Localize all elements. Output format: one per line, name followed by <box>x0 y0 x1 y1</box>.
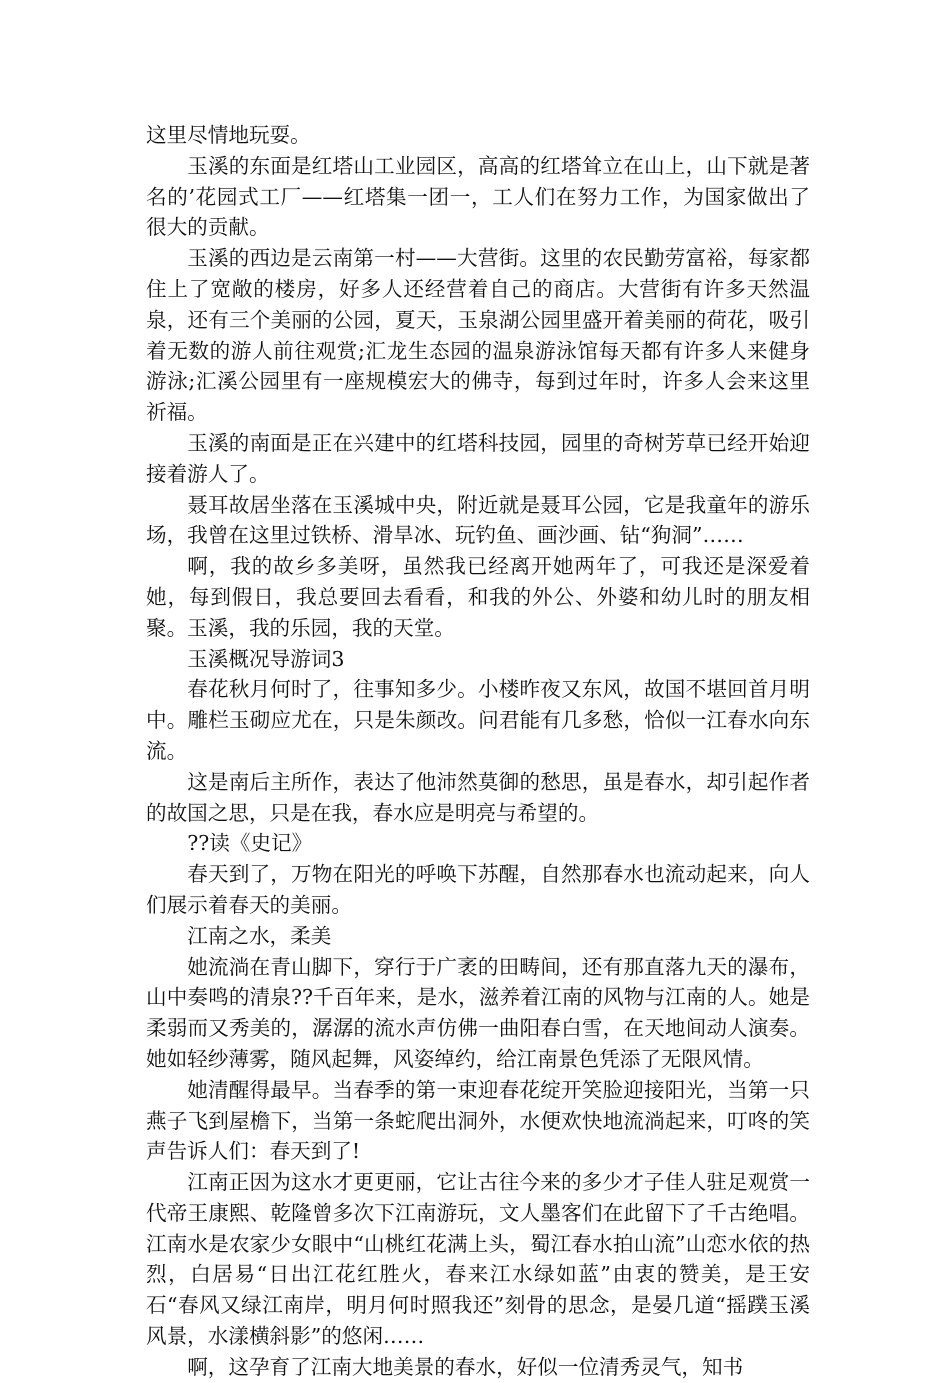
section-heading: 玉溪概况导游词3 <box>187 646 345 671</box>
paragraph: 这里尽情地玩耍。 <box>146 123 311 147</box>
paragraph: 聂耳故居坐落在玉溪城中央，附近就是聂耳公园，它是我童年的游乐场，我曾在这里过铁桥、滑旱冰、玩钓鱼、画沙画、钻“狗洞”…… <box>146 492 810 548</box>
paragraph: 江南正因为这水才更更丽，它让古往今来的多少才子佳人驻足观赏一代帝王康熙、乾隆曾多次下江南游玩，文人墨客们在此留下了千古绝唱。江南水是农家少女眼中“山桃红花满上头，蜀江春水拍山流”山恋水依的热烈，白居易“日出江花红胜火，春来江水绿如蓝”由衷的赞美，是王安石“春风又绿江南岸，明月何时照我还”刻骨的思念，是晏几道“摇蹼玉溪风景，水漾横斜影”的悠闲…… <box>146 1170 810 1349</box>
paragraph: 啊，这孕育了江南大地美景的春水，好似一位清秀灵气，知书 <box>187 1354 744 1379</box>
paragraph: ??读《史记》 <box>187 831 313 856</box>
paragraph: 江南之水，柔美 <box>187 923 332 948</box>
paragraph: 春天到了，万物在阳光的呼唤下苏醒，自然那春水也流动起来，向人们展示着春天的美丽。 <box>146 862 810 917</box>
paragraph: 玉溪的南面是正在兴建中的红塔科技园，园里的奇树芳草已经开始迎接着游人了。 <box>146 430 810 486</box>
paragraph: 玉溪的西边是云南第一村——大营街。这里的农民勤劳富裕，每家都住上了宽敞的楼房，好多人还经营着自己的商店。大营街有许多天然温泉，还有三个美丽的公园，夏天，玉泉湖公园里盛开着美丽的荷花，吸引着无数的游人前往观赏;汇龙生态园的温泉游泳馆每天都有许多人来健身游泳;汇溪公园里有一座规模宏大的佛寺，每到过年时，许多人会来这里祈福。 <box>146 246 810 425</box>
paragraph: 她流淌在青山脚下，穿行于广袤的田畴间，还有那直落九天的瀑布，山中奏鸣的清泉??千百年来，是水，滋养着江南的风物与江南的人。她是柔弱而又秀美的，潺潺的流水声仿佛一曲阳春白雪，在天地间动人演奏。她如轻纱薄雾，随风起舞，风姿绰约，给江南景色凭添了无限风情。 <box>146 954 810 1071</box>
paragraph: 春花秋月何时了，往事知多少。小楼昨夜又东风，故国不堪回首月明中。雕栏玉砌应尤在，只是朱颜改。问君能有几多愁，恰似一江春水向东流。 <box>146 677 810 763</box>
paragraph: 玉溪的东面是红塔山工业园区，高高的红塔耸立在山上，山下就是著名的’花园式工厂——红塔集一团一，工人们在努力工作，为国家做出了很大的贡献。 <box>146 153 810 240</box>
paragraph: 这是南后主所作，表达了他沛然莫御的愁思，虽是春水，却引起作者的故国之思，只是在我，春水应是明亮与希望的。 <box>146 769 810 825</box>
paragraph: 啊，我的故乡多美呀，虽然我已经离开她两年了，可我还是深爱着她，每到假日，我总要回去看看，和我的外公、外婆和幼儿时的朋友相聚。玉溪，我的乐园，我的天堂。 <box>146 554 810 640</box>
document-body <box>146 120 810 1383</box>
paragraph: 她清醒得最早。当春季的第一束迎春花绽开笑脸迎接阳光，当第一只燕子飞到屋檐下，当第一条蛇爬出洞外，水便欢快地流淌起来，叮咚的笑声告诉人们：春天到了! <box>146 1077 810 1164</box>
